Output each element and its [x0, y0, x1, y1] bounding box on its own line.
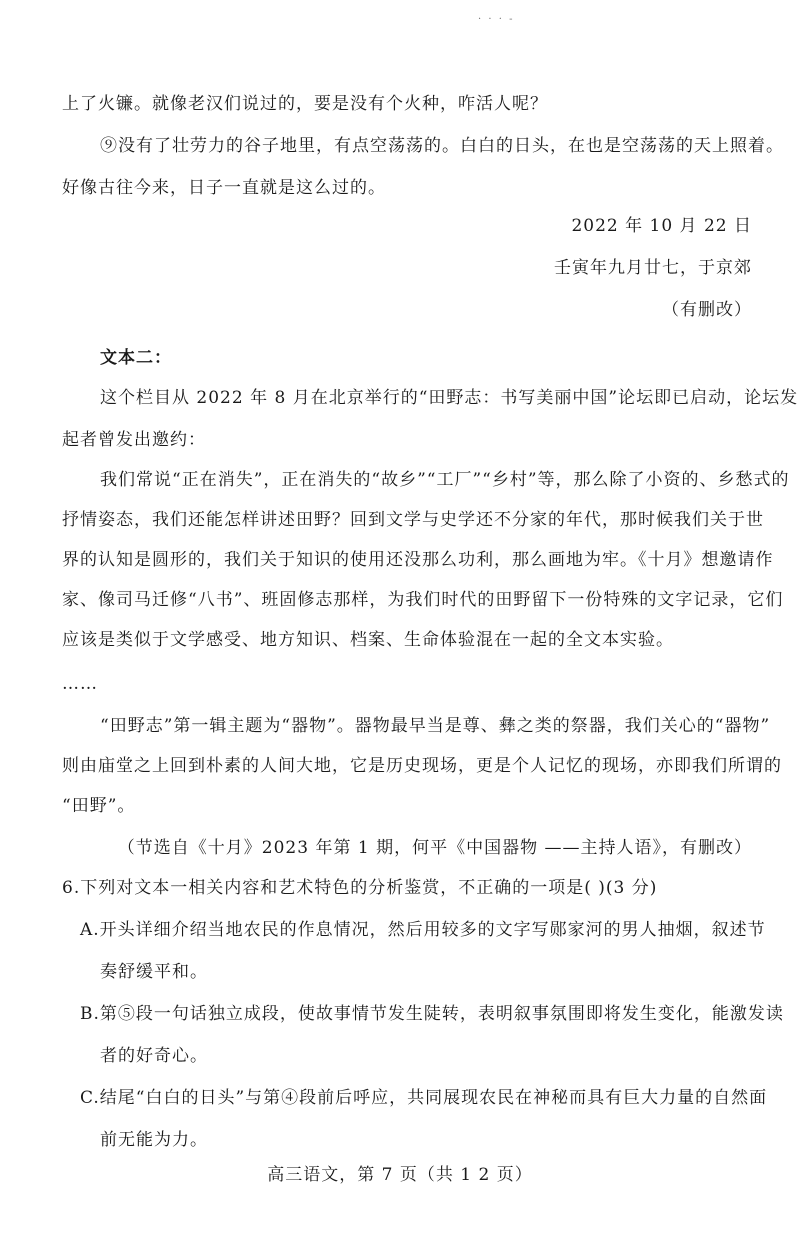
text-line: 应该是类似于文学感受、地方知识、档案、生命体验混在一起的全文本实验。	[62, 630, 674, 650]
text-line: 我们常说“正在消失”，正在消失的“故乡”“工厂”“乡村”等，那么除了小资的、乡愁式的	[100, 470, 790, 490]
date-line: 2022 年 10 月 22 日	[571, 216, 752, 236]
text-line: 抒情姿态，我们还能怎样讲述田野？回到文学与史学还不分家的年代，那时候我们关于世	[62, 510, 764, 530]
paragraph-9-line: ⑨没有了壮劳力的谷子地里，有点空荡荡的。白白的日头，在也是空荡荡的天上照着。	[100, 136, 784, 156]
question-6-stem: 6.下列对文本一相关内容和艺术特色的分析鉴赏，不正确的一项是( )(3 分)	[62, 878, 658, 898]
ellipsis: ……	[62, 674, 98, 694]
option-a-cont: 奏舒缓平和。	[100, 962, 208, 982]
option-a: A.开头详细介绍当地农民的作息情况，然后用较多的文字写郧家河的男人抽烟，叙述节	[80, 920, 766, 940]
option-b: B.第⑤段一句话独立成段，使故事情节发生陡转，表明叙事氛围即将发生变化，能激发读	[80, 1004, 784, 1024]
page-footer: 高三语文，第 7 页（共 1 2 页）	[267, 1165, 533, 1185]
text-line: 起者曾发出邀约：	[62, 430, 206, 450]
text-line: 则由庙堂之上回到朴素的人间大地，它是历史现场，更是个人记忆的现场，亦即我们所谓的	[62, 756, 782, 776]
text-line: 好像古往今来，日子一直就是这么过的。	[62, 178, 386, 198]
edit-note: （有删改）	[662, 300, 752, 320]
text-line: “田野志”第一辑主题为“器物”。器物最早当是尊、彝之类的祭器，我们关心的“器物”	[100, 716, 771, 736]
option-c: C.结尾“白白的日头”与第④段前后呼应，共同展现农民在神秘而具有巨大力量的自然面	[80, 1088, 768, 1108]
text-line: 家、像司马迁修“八书”、班固修志那样，为我们时代的田野留下一份特殊的文字记录，它们	[62, 590, 784, 610]
option-b-cont: 者的好奇心。	[100, 1046, 208, 1066]
scan-speck: · · · -	[478, 14, 515, 25]
text-line: 上了火镰。就像老汉们说过的，要是没有个火种，咋活人呢？	[62, 94, 548, 114]
option-c-cont: 前无能为力。	[100, 1130, 208, 1150]
text-line: 这个栏目从 2022 年 8 月在北京举行的“田野志：书写美丽中国”论坛即已启动，论坛发	[100, 388, 799, 408]
text-line: 界的认知是圆形的，我们关于知识的使用还没那么功利，那么画地为牢。《十月》想邀请作	[62, 550, 774, 570]
source-citation: （节选自《十月》2023 年第 1 期，何平《中国器物 ——主持人语》，有删改）	[117, 838, 752, 858]
text-line: “田野”。	[62, 796, 136, 816]
section-heading-text-two: 文本二：	[100, 348, 172, 368]
lunar-date-line: 壬寅年九月廿七，于京郊	[554, 258, 752, 278]
